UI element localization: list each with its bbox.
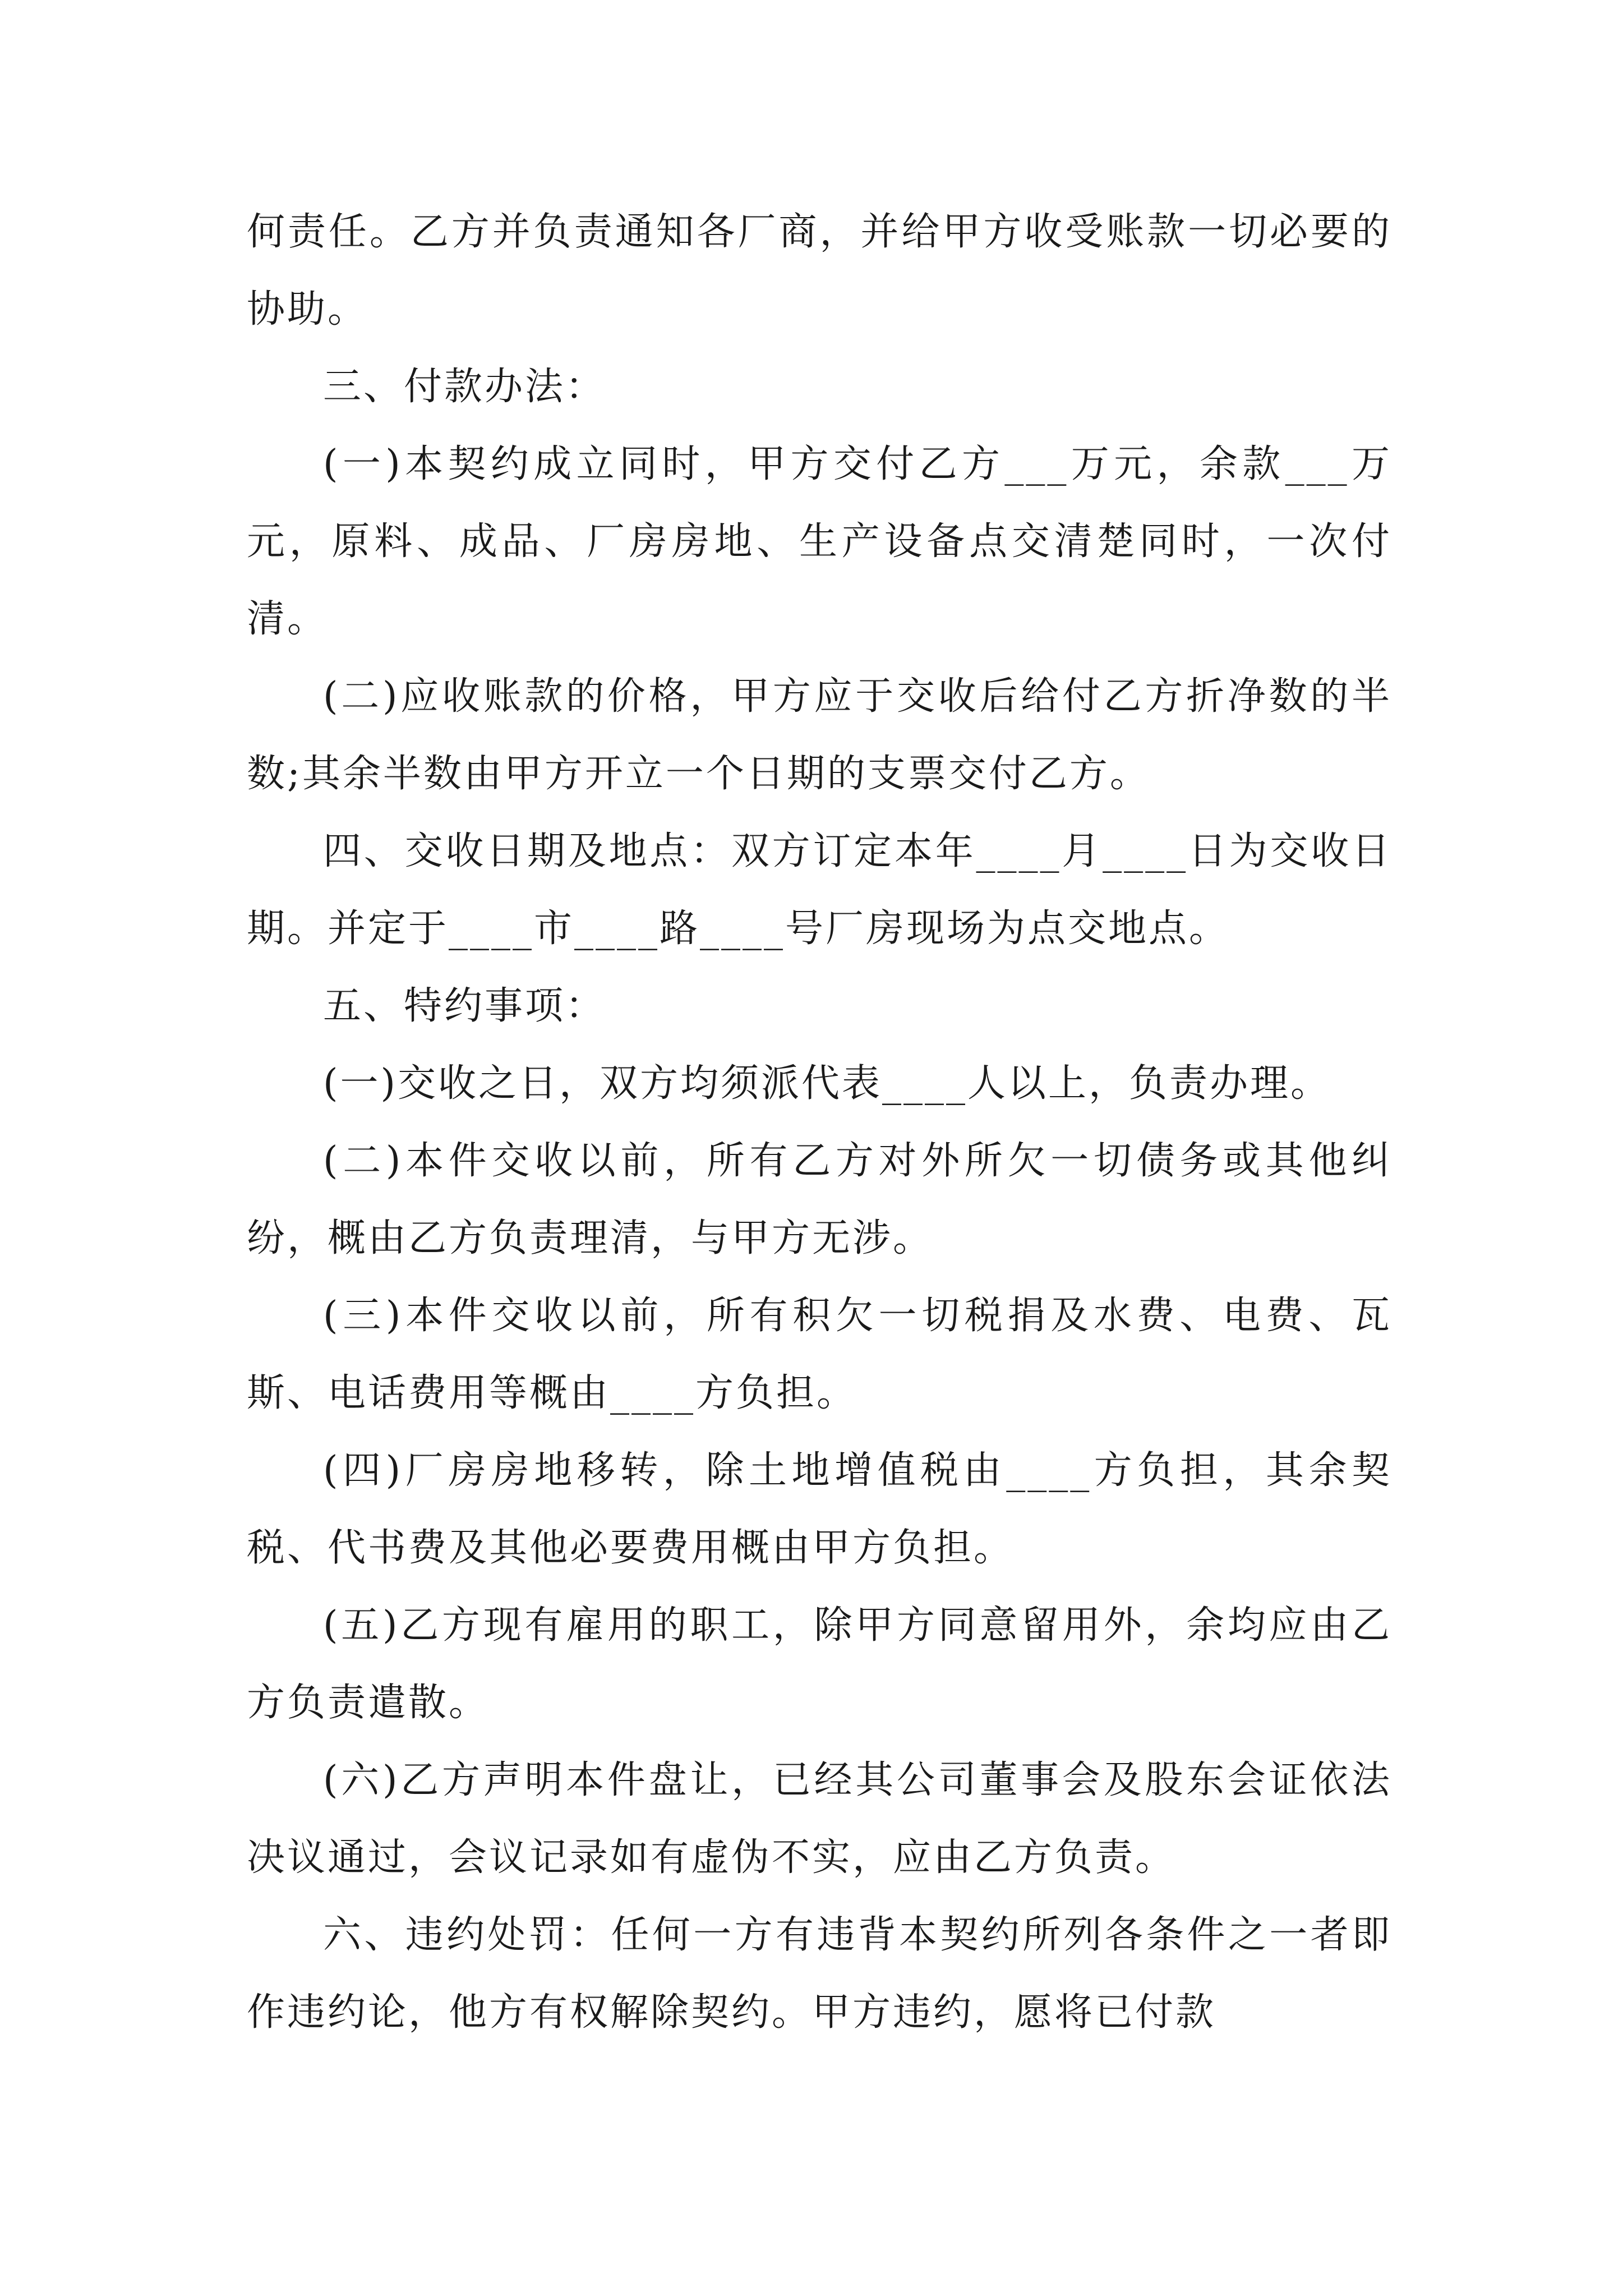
- paragraph-continued-responsibility: 何责任。乙方并负责通知各厂商，并给甲方收受账款一切必要的协助。: [247, 210, 1392, 332]
- section-6-breach-penalty: 六、违约处罚：任何一方有违背本契约所列各条件之一者即作违约论，他方有权解除契约。甲方违约，愿将已付款: [247, 1913, 1392, 2035]
- section-5-item-5: (五)乙方现有雇用的职工，除甲方同意留用外，余均应由乙方负责遣散。: [247, 1603, 1392, 1725]
- section-5-item-1: (一)交收之日，双方均须派代表____人以上，负责办理。: [323, 1061, 1331, 1106]
- section-5-item-4: (四)厂房房地移转，除土地增值税由____方负担，其余契税、代书费及其他必要费用概由甲方负担。: [247, 1448, 1392, 1570]
- section-5-item-3: (三)本件交收以前，所有积欠一切税捐及水费、电费、瓦斯、电话费用等概由____方负担。: [247, 1294, 1392, 1415]
- section-5-item-6: (六)乙方声明本件盘让，已经其公司董事会及股东会证依法决议通过，会议记录如有虚伪不实，应由乙方负责。: [247, 1758, 1392, 1880]
- document-page: [247, 194, 1392, 2051]
- section-4-date-location: 四、交收日期及地点：双方订定本年____月____日为交收日期。并定于____市____路____号厂房现场为点交地点。: [247, 829, 1392, 951]
- section-3-heading: 三、付款办法：: [323, 365, 606, 409]
- section-5-item-2: (二)本件交收以前，所有乙方对外所欠一切债务或其他纠纷，概由乙方负责理清，与甲方无涉。: [247, 1139, 1392, 1260]
- section-3-item-2: (二)应收账款的价格，甲方应于交收后给付乙方折净数的半数;其余半数由甲方开立一个日期的支票交付乙方。: [247, 674, 1392, 796]
- section-3-item-1: (一)本契约成立同时，甲方交付乙方___万元，余款___万元，原料、成品、厂房房地、生产设备点交清楚同时，一次付清。: [247, 442, 1392, 641]
- section-5-heading: 五、特约事项：: [323, 984, 606, 1028]
